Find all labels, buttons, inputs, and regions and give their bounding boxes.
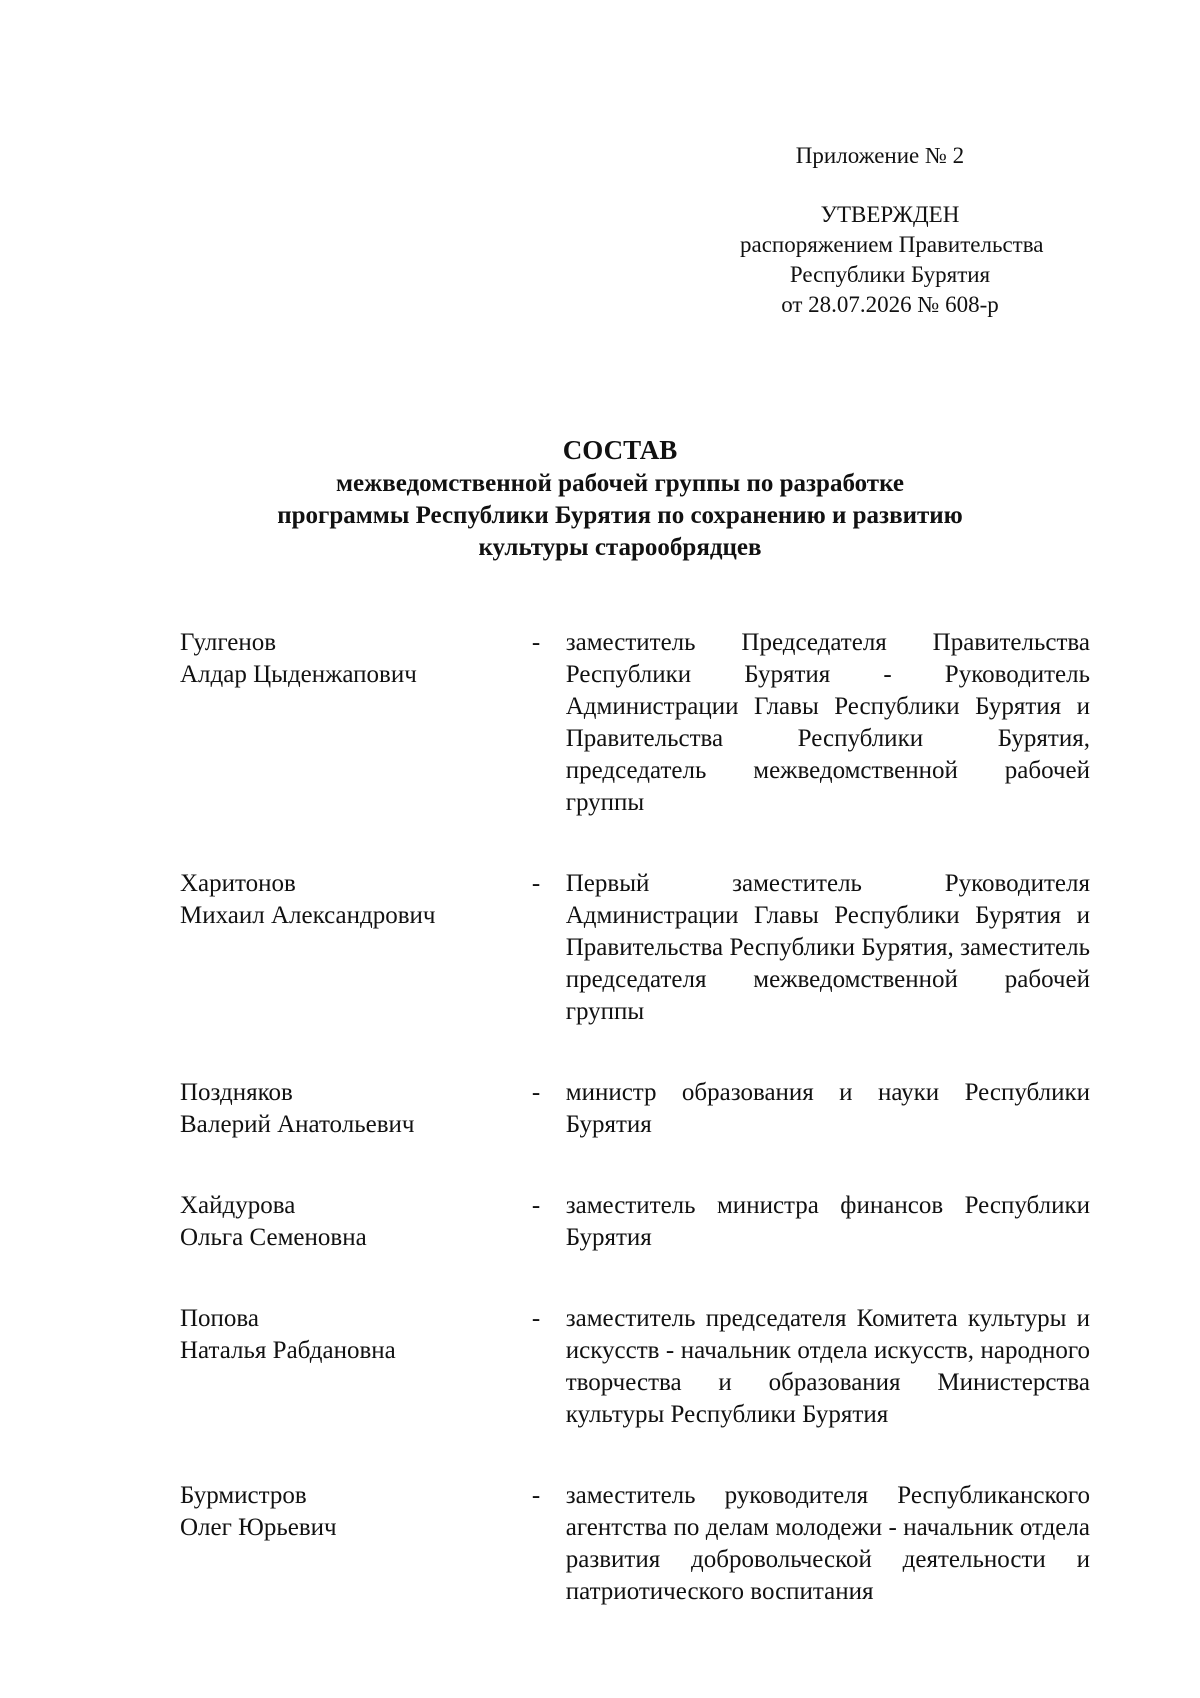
approval-line: распоряжением Правительства	[740, 232, 1044, 257]
member-surname: Хайдурова	[180, 1192, 296, 1219]
member-row	[180, 1303, 1090, 1431]
member-surname: Поздняков	[180, 1079, 293, 1106]
member-dash: -	[531, 1079, 541, 1106]
title-line: программы Республики Бурятия по сохранению и развитию	[277, 502, 963, 529]
member-role: заместитель председателя Комитета культуры и искусств - начальник отдела искусств, народного творчества и образования Министерства культуры Республики Бурятия	[565, 1305, 1090, 1428]
member-given-name: Алдар Цыденжапович	[180, 661, 417, 688]
member-dash: -	[531, 1482, 541, 1509]
member-given-name: Наталья Рабдановна	[180, 1337, 396, 1364]
member-given-name: Михаил Александрович	[180, 902, 436, 929]
member-name	[180, 1190, 506, 1254]
approval-line: Республики Бурятия	[789, 262, 991, 287]
member-name	[180, 627, 506, 691]
member-name	[180, 1303, 506, 1367]
approval-block	[740, 200, 1044, 320]
members-list	[180, 627, 1090, 1657]
member-surname: Гулгенов	[180, 629, 277, 656]
member-given-name: Ольга Семеновна	[180, 1224, 367, 1251]
member-name	[180, 1480, 506, 1544]
member-row	[180, 868, 1090, 1028]
member-row	[180, 1480, 1090, 1608]
member-role: заместитель министра финансов Республики Бурятия	[565, 1192, 1090, 1251]
member-role: Первый заместитель Руководителя Администрации Главы Республики Бурятия и Правительства Республики Бурятия, заместитель председателя межведомственной рабочей группы	[565, 870, 1090, 1025]
approval-line: УТВЕРЖДЕН	[820, 202, 960, 227]
approval-date-number: от 28.07.2026 № 608-р	[781, 292, 999, 317]
title-line: межведомственной рабочей группы по разработке	[336, 470, 904, 497]
member-name	[180, 868, 506, 932]
member-surname: Бурмистров	[180, 1482, 307, 1509]
title-line: культуры старообрядцев	[478, 534, 762, 561]
member-row	[180, 627, 1090, 819]
member-dash: -	[531, 1305, 541, 1332]
member-given-name: Олег Юрьевич	[180, 1514, 337, 1541]
member-dash: -	[531, 1192, 541, 1219]
member-row	[180, 1190, 1090, 1254]
member-name	[180, 1077, 506, 1141]
member-dash: -	[531, 870, 541, 897]
member-dash: -	[531, 629, 541, 656]
appendix-label: Приложение № 2	[795, 143, 965, 168]
title-heading: СОСТАВ	[562, 435, 678, 465]
member-role: министр образования и науки Республики Бурятия	[565, 1079, 1090, 1138]
member-surname: Попова	[180, 1305, 260, 1332]
member-row	[180, 1077, 1090, 1141]
member-role: заместитель руководителя Республиканского агентства по делам молодежи - начальник отдела развития добровольческой деятельности и патриотического воспитания	[565, 1482, 1090, 1605]
document-title	[190, 432, 1050, 564]
member-given-name: Валерий Анатольевич	[180, 1111, 415, 1138]
member-surname: Харитонов	[180, 870, 296, 897]
member-role: заместитель Председателя Правительства Республики Бурятия - Руководитель Администрации Главы Республики Бурятия и Правительства Республики Бурятия, председатель межведомственной рабочей группы	[565, 629, 1090, 816]
